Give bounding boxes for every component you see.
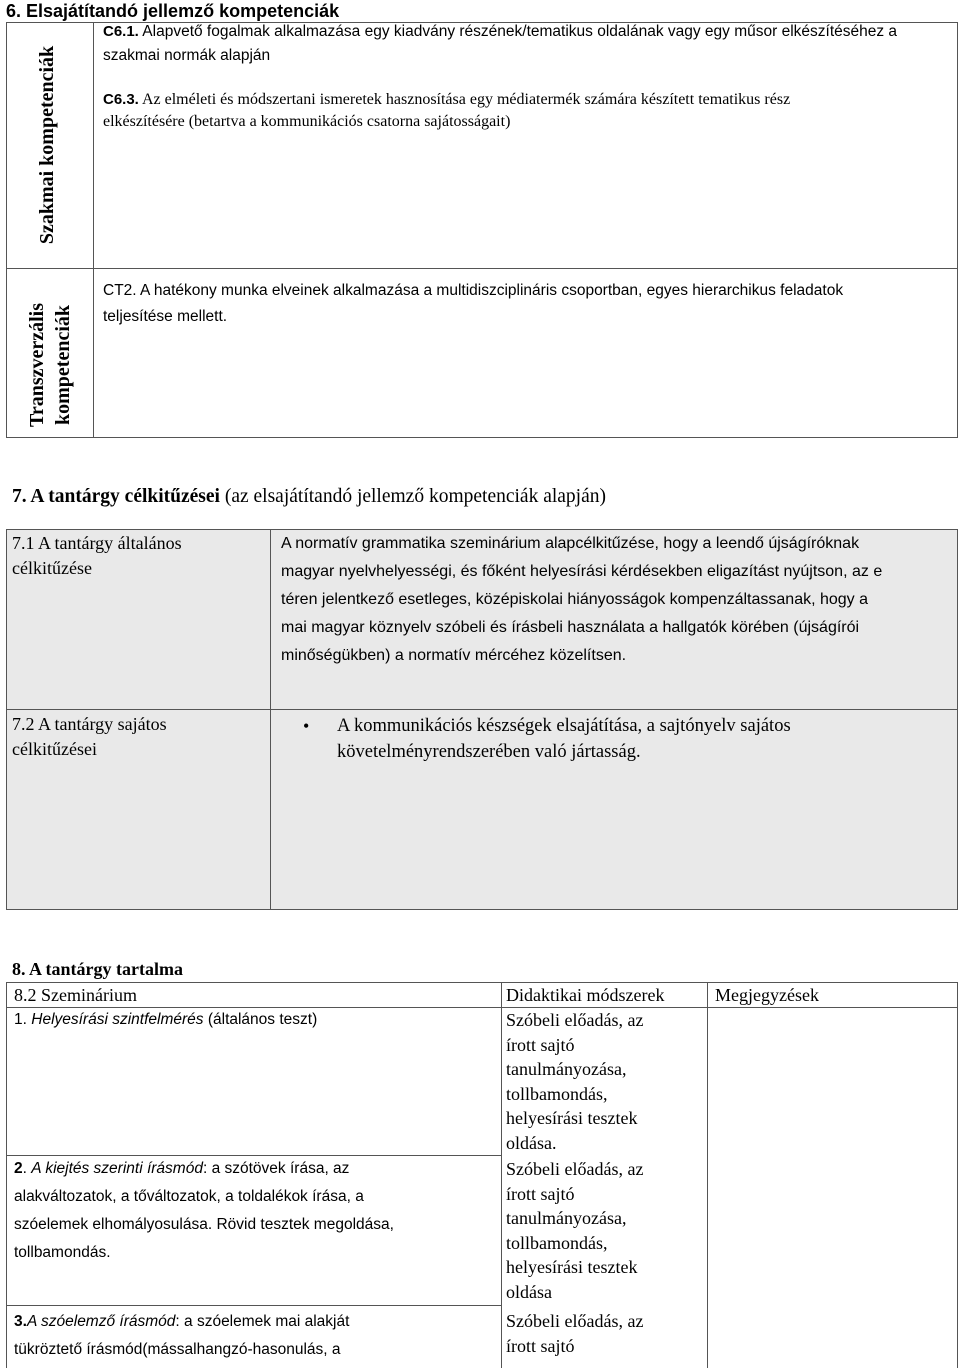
table-row: 2. A kiejtés szerinti írásmód: a szótövek írása, az alakváltozatok, a tőváltozatok, a toldalékok írása, a szóelemek elhomályosulása. Rövid tesztek megoldása, tollbamondás.: [14, 1160, 394, 1261]
specific-objective-text: A kommunikációs készségek elsajátítása, a sajtónyelv sajátos követelményrendszerében való jártasság.: [337, 716, 791, 762]
specific-objective-label: 7.2 A tantárgy sajátos célkitűzései: [12, 714, 167, 759]
general-objective-text: A normatív grammatika szeminárium alapcélkitűzése, hogy a leendő újságíróknak magyar nyelvhelyességi, és főként helyesírási kérdésekben eligazítást nyújtson, az e téren jelentkező esetleges, középiskolai hiányosságok kompenzáltassanak, hogy a mai magyar köznyelv szóbeli és írásbeli használata a hallgatók körében (újságírói minőségükben) a normatív mércéhez közelítsen.: [281, 535, 883, 664]
row-3-methods: Szóbeli előadás, az írott sajtó: [506, 1311, 644, 1356]
section-6-heading: 6. Elsajátítandó jellemző kompetenciák: [6, 1, 340, 21]
column-header-seminar: 8.2 Szeminárium: [14, 985, 137, 1005]
competency-ct2: CT2. A hatékony munka elveinek alkalmazása a multidiszciplináris csoportban, egyes hierarchikus feladatok teljesítése mellett.: [103, 282, 844, 325]
table-row: 1. Helyesírási szintfelmérés (általános teszt): [14, 1011, 318, 1028]
column-header-notes: Megjegyzések: [715, 985, 819, 1005]
general-objective-label: 7.1 A tantárgy általános célkitűzése: [12, 533, 182, 578]
column-header-methods: Didaktikai módszerek: [506, 985, 665, 1005]
transzverzalis-label: Transzverzális kompetenciák: [26, 302, 74, 428]
szakmai-label: Szakmai kompetenciák: [36, 45, 58, 245]
row-1-methods: Szóbeli előadás, az írott sajtó tanulmányozása, tollbamondás, helyesírási tesztek oldása.: [506, 1010, 644, 1153]
competency-c6-3: C6.3. Az elméleti és módszertani ismeretek hasznosítása egy médiatermék számára készített tematikus rész elkészítésére (betartva a kommunikációs csatorna sajátosságait): [103, 91, 791, 130]
row-2-methods: Szóbeli előadás, az írott sajtó tanulmányozása, tollbamondás, helyesírási tesztek oldása: [506, 1159, 644, 1302]
specific-objective-bullet: •: [303, 716, 310, 736]
section-7-heading: 7. A tantárgy célkitűzései (az elsajátítandó jellemző kompetenciák alapján): [12, 486, 606, 507]
competency-c6-1: C6.1. Alapvető fogalmak alkalmazása egy kiadvány részének/tematikus oldalának vagy egy műsor elkészítéséhez a szakmai normák alapján: [103, 23, 898, 64]
section-8-heading: 8. A tantárgy tartalma: [12, 959, 183, 979]
table-row: 3.A szóelemző írásmód: a szóelemek mai alakját tükröztető írásmód(mássalhangzó-hasonulás, a: [14, 1313, 350, 1358]
